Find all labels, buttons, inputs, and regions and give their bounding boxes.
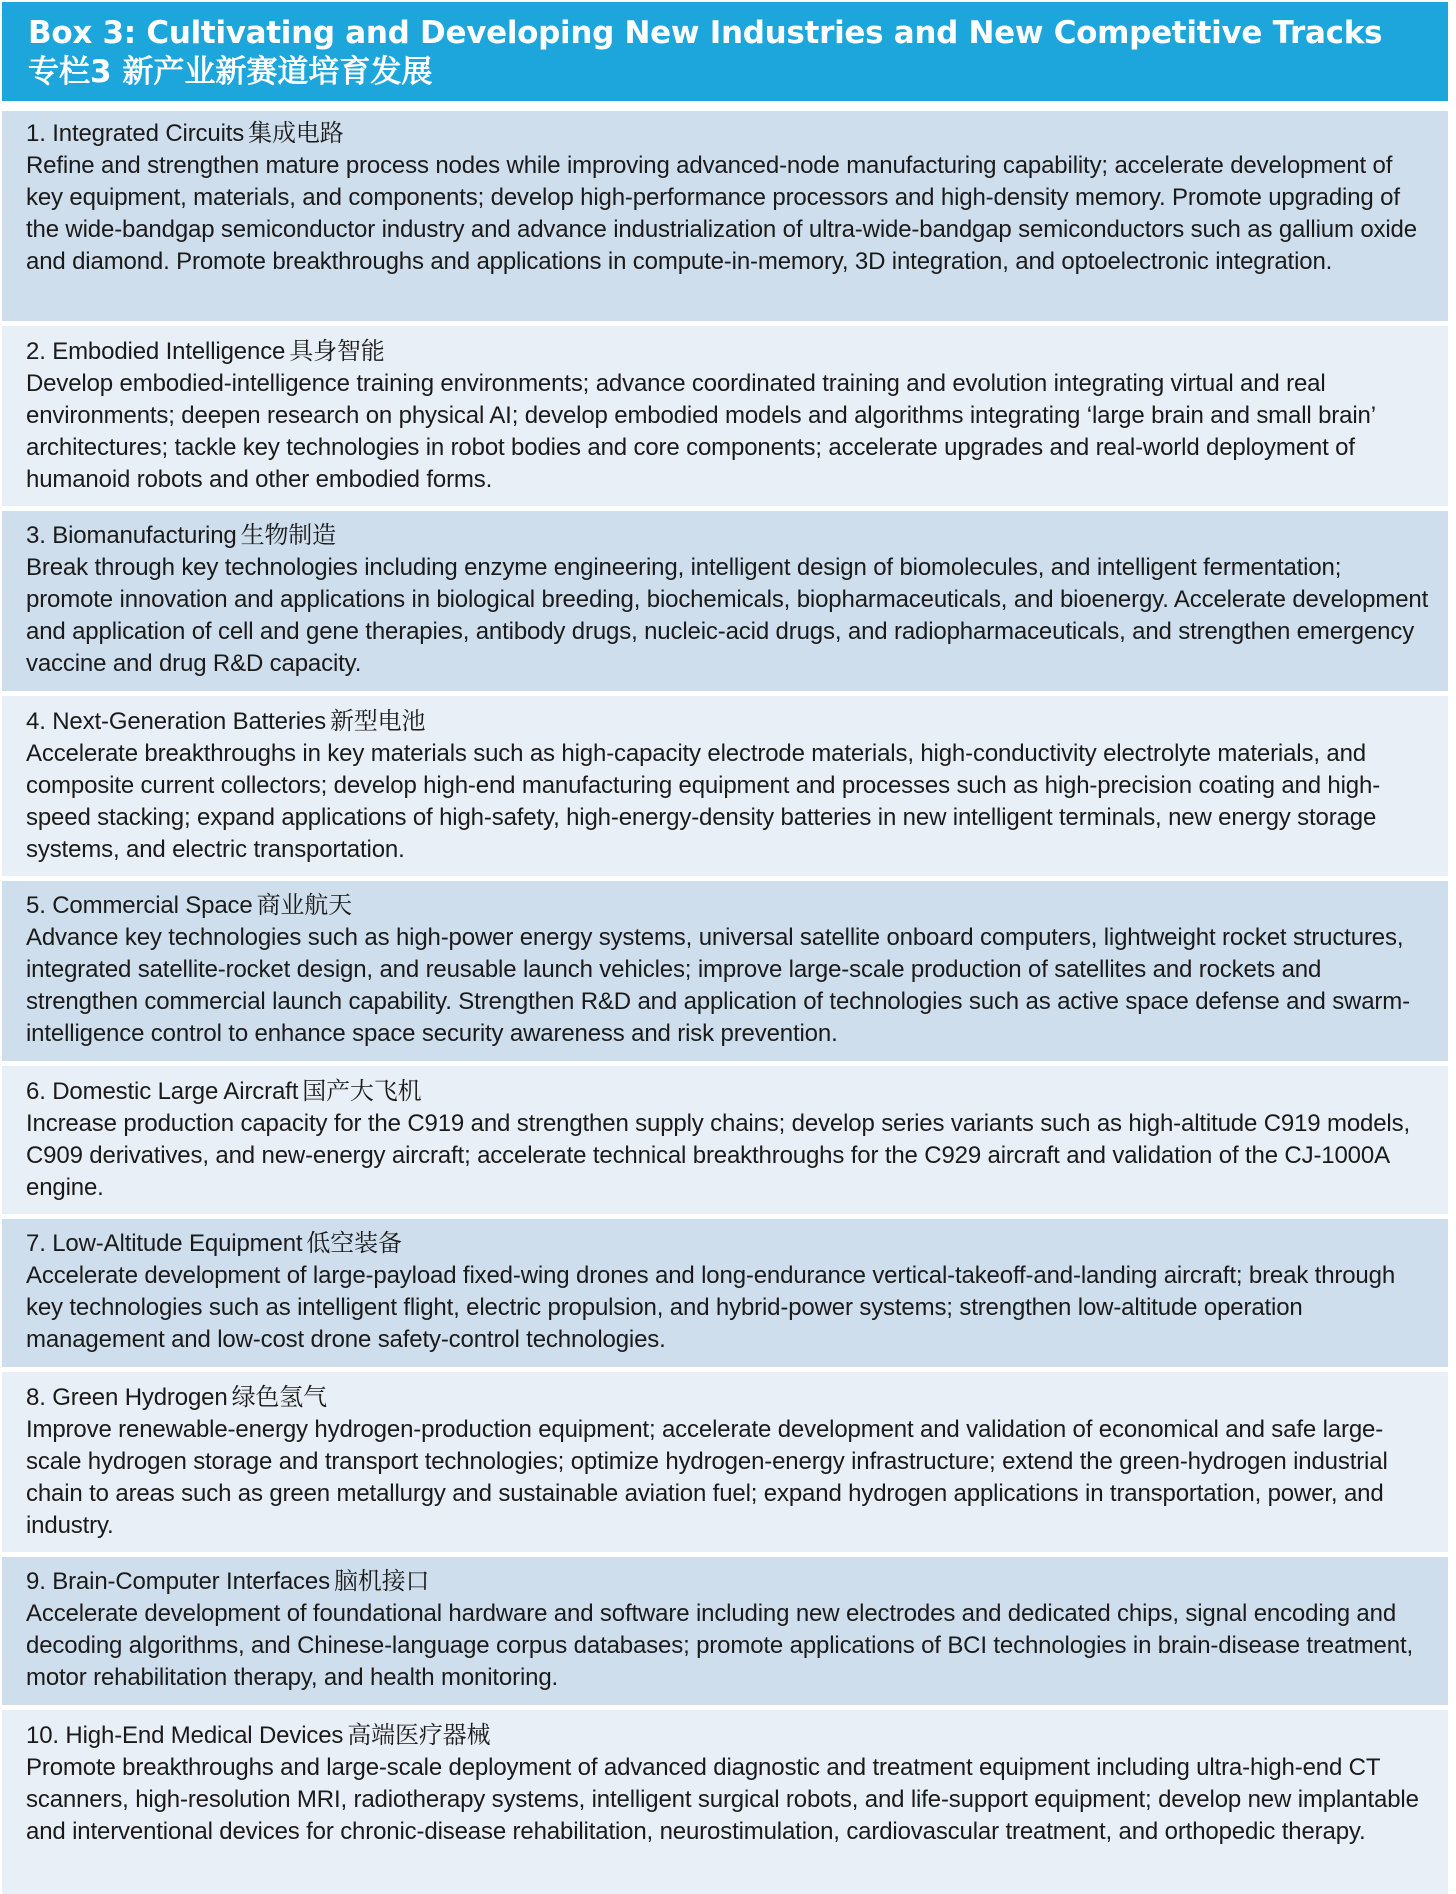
industry-item-low-altitude-equipment: [2, 1219, 1448, 1367]
item-title-english: 5. Commercial Space: [26, 892, 253, 919]
item-title-chinese: 商业航天: [256, 891, 352, 919]
item-description: Break through key technologies including enzyme engineering, intelligent design of biomolecules, and intelligent fermentation; promote innovation and applications in biological breeding, biochemicals, biopharmaceuticals, and bioenergy. Accelerate development and application of cell and gene therapies, antibody drugs, nucleic-acid drugs, and radiopharmaceuticals, and strengthen emergency vaccine and drug R&D capacity.: [26, 554, 1429, 677]
item-title-chinese: 集成电路: [248, 119, 344, 147]
item-title-english: 9. Brain-Computer Interfaces: [26, 1568, 330, 1595]
item-title: [26, 1075, 1430, 1108]
box-title-chinese: 专栏3 新产业新赛道培育发展: [28, 54, 433, 90]
item-title-english: 7. Low-Altitude Equipment: [26, 1230, 303, 1257]
box-3: [2, 2, 1448, 1894]
industry-item-integrated-circuits: [2, 111, 1448, 321]
item-description: Accelerate development of large-payload fixed-wing drones and long-endurance vertical-takeoff-and-landing aircraft; break through key technologies such as intelligent flight, electric propulsion, and hybrid-power systems; strengthen low-altitude operation management and low-cost drone safety-control technologies.: [26, 1262, 1396, 1353]
item-title-english: 10. High-End Medical Devices: [26, 1722, 344, 1749]
industry-item-high-end-medical-devices: [2, 1710, 1448, 1894]
industry-item-next-generation-batteries: [2, 696, 1448, 876]
industry-list: [2, 111, 1448, 1894]
item-title-chinese: 新型电池: [329, 707, 426, 735]
industry-item-commercial-space: [2, 881, 1448, 1061]
item-title: [26, 705, 1430, 738]
item-title: [26, 117, 1430, 150]
item-title: [26, 1565, 1430, 1598]
box-header: [2, 2, 1448, 101]
item-description: Refine and strengthen mature process nodes while improving advanced-node manufacturing capability; accelerate development of key equipment, materials, and components; develop high-performance processors and high-density memory. Promote upgrading of the wide-bandgap semiconductor industry and advance industrialization of ultra-wide-bandgap semiconductors such as gallium oxide and diamond. Promote breakthroughs and applications in compute-in-memory, 3D integration, and optoelectronic integration.: [26, 152, 1417, 275]
item-title: [26, 1381, 1430, 1414]
item-title: [26, 889, 1430, 922]
item-title-english: 3. Biomanufacturing: [26, 522, 237, 549]
item-description: Develop embodied-intelligence training environments; advance coordinated training and evolution integrating virtual and real environments; deepen research on physical AI; develop embodied models and algorithms integrating ‘large brain and small brain’ architectures; tackle key technologies in robot bodies and core components; accelerate upgrades and real-world deployment of humanoid robots and other embodied forms.: [26, 370, 1376, 493]
industry-item-brain-computer-interfaces: [2, 1557, 1448, 1705]
industry-item-domestic-large-aircraft: [2, 1066, 1448, 1214]
item-description: Advance key technologies such as high-power energy systems, universal satellite onboard computers, lightweight rocket structures, integrated satellite-rocket design, and reusable launch vehicles; improve large-scale production of satellites and rockets and strengthen commercial launch capability. Strengthen R&D and application of technologies such as active space defense and swarm-intelligence control to enhance space security awareness and risk prevention.: [26, 924, 1410, 1047]
item-description: Accelerate development of foundational hardware and software including new electrodes and dedicated chips, signal encoding and decoding algorithms, and Chinese-language corpus databases; promote applications of BCI technologies in brain-disease treatment, motor rehabilitation therapy, and health monitoring.: [26, 1600, 1413, 1691]
item-title-chinese: 低空装备: [306, 1229, 402, 1257]
item-description: Improve renewable-energy hydrogen-production equipment; accelerate development and validation of economical and safe large-scale hydrogen storage and transport technologies; optimize hydrogen-energy infrastructure; extend the green-hydrogen industrial chain to areas such as green metallurgy and sustainable aviation fuel; expand hydrogen applications in transportation, power, and industry.: [26, 1416, 1388, 1539]
item-title-chinese: 具身智能: [289, 337, 385, 365]
item-title-chinese: 生物制造: [240, 521, 337, 549]
industry-item-biomanufacturing: [2, 511, 1448, 691]
item-title: [26, 519, 1430, 552]
box-title-english: Box 3: Cultivating and Developing New Industries and New Competitive Tracks: [28, 15, 1383, 51]
item-title-english: 4. Next-Generation Batteries: [26, 708, 326, 735]
item-title-english: 8. Green Hydrogen: [26, 1384, 228, 1411]
industry-item-green-hydrogen: [2, 1372, 1448, 1552]
item-title-chinese: 脑机接口: [333, 1567, 430, 1595]
item-description: Increase production capacity for the C919 and strengthen supply chains; develop series variants such as high-altitude C919 models, C909 derivatives, and new-energy aircraft; accelerate technical breakthroughs for the C929 aircraft and validation of the CJ-1000A engine.: [26, 1110, 1410, 1201]
item-title-chinese: 高端医疗器械: [347, 1721, 491, 1749]
industry-item-embodied-intelligence: [2, 326, 1448, 506]
item-title-english: 6. Domestic Large Aircraft: [26, 1078, 299, 1105]
item-title: [26, 1719, 1430, 1752]
item-title: [26, 335, 1430, 368]
item-title-english: 2. Embodied Intelligence: [26, 338, 286, 365]
item-description: Accelerate breakthroughs in key materials such as high-capacity electrode materials, high-conductivity electrolyte materials, and composite current collectors; develop high-end manufacturing equipment and processes such as high-precision coating and high-speed stacking; expand applications of high-safety, high-energy-density batteries in new intelligent terminals, new energy storage systems, and electric transportation.: [26, 740, 1381, 863]
item-title-chinese: 国产大飞机: [302, 1077, 422, 1105]
item-title: [26, 1227, 1430, 1260]
item-title-chinese: 绿色氢气: [231, 1383, 327, 1411]
item-title-english: 1. Integrated Circuits: [26, 120, 245, 147]
item-description: Promote breakthroughs and large-scale deployment of advanced diagnostic and treatment equipment including ultra-high-end CT scanners, high-resolution MRI, radiotherapy systems, intelligent surgical robots, and life-support equipment; develop new implantable and interventional devices for chronic-disease rehabilitation, neurostimulation, cardiovascular treatment, and orthopedic therapy.: [26, 1754, 1419, 1845]
